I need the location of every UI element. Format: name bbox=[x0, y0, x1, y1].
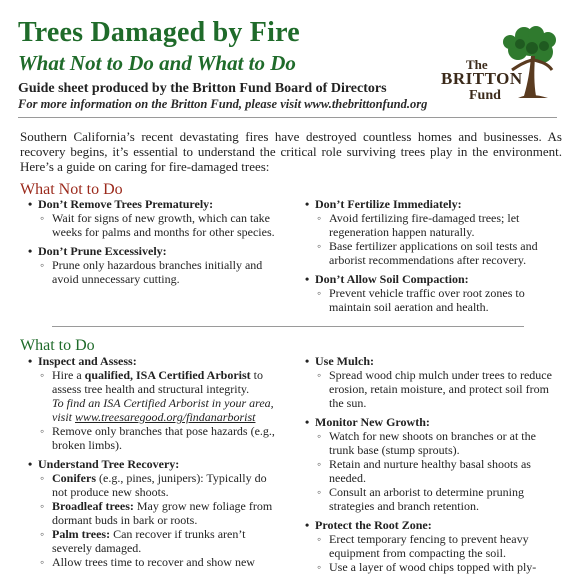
item-title: • Don’t Prune Excessively: bbox=[26, 244, 278, 258]
text-span: to assess tree health and structural integrity. bbox=[52, 368, 264, 396]
text-span: To find an ISA Certified Arborist in your area, visit bbox=[52, 396, 274, 424]
item-detail: ◦ Use a layer of wood chips topped with ply- bbox=[303, 560, 559, 574]
item-title: • Protect the Root Zone: bbox=[303, 518, 559, 532]
list-item bbox=[303, 518, 559, 574]
list-item bbox=[303, 415, 559, 513]
item-detail bbox=[26, 368, 282, 396]
item-detail: ◦ Remove only branches that pose hazards (e.g., broken limbs). bbox=[26, 424, 282, 452]
more-info-line: For more information on the Britton Fund, please visit www.thebrittonfund.org bbox=[18, 97, 428, 111]
page-title: Trees Damaged by Fire bbox=[18, 17, 300, 48]
what-not-to-do-heading: What Not to Do bbox=[20, 181, 123, 198]
list-item bbox=[303, 272, 557, 314]
list-item bbox=[26, 197, 278, 239]
item-detail: ◦ Watch for new shoots on branches or at the trunk base (stump sprouts). bbox=[303, 429, 559, 457]
item-detail: ◦ Retain and nurture healthy basal shoots as needed. bbox=[303, 457, 559, 485]
what-not-right-column bbox=[303, 197, 557, 319]
list-item bbox=[26, 457, 282, 569]
logo-text-britton: BRITTON bbox=[441, 69, 523, 88]
item-detail: ◦ Prevent vehicle traffic over root zones to maintain soil aeration and health. bbox=[303, 286, 557, 314]
text-span: (e.g., pines, junipers): Typically do not produce new shoots. bbox=[52, 471, 267, 499]
item-detail: ◦ Consult an arborist to determine pruning strategies and branch retention. bbox=[303, 485, 559, 513]
item-title: • Understand Tree Recovery: bbox=[26, 457, 282, 471]
what-to-left-column bbox=[26, 354, 282, 574]
item-detail: ◦ Erect temporary fencing to prevent heavy equipment from compacting the soil. bbox=[303, 532, 559, 560]
list-item bbox=[26, 244, 278, 286]
item-detail bbox=[26, 471, 282, 499]
item-detail: ◦ Wait for signs of new growth, which can take weeks for palms and months for other species. bbox=[26, 211, 278, 239]
arborist-note bbox=[26, 396, 282, 424]
item-title: • Monitor New Growth: bbox=[303, 415, 559, 429]
emphasis-text: Palm trees: bbox=[52, 527, 111, 541]
list-item bbox=[26, 354, 282, 452]
text-span: Can recover if trunks aren’t severely damaged. bbox=[52, 527, 246, 555]
item-detail: ◦ Spread wood chip mulch under trees to reduce erosion, retain moisture, and protect soil from the sun. bbox=[303, 368, 559, 410]
item-detail: ◦ Avoid fertilizing fire-damaged trees; let regeneration happen naturally. bbox=[303, 211, 557, 239]
emphasis-text: Conifers bbox=[52, 471, 96, 485]
intro-paragraph: Southern California’s recent devastating fires have destroyed countless homes and businesses. As recovery begins, it’s essential to understand the critical role surviving trees play in the environment. Here’s a guide on caring for fire-damaged trees: bbox=[20, 129, 562, 174]
item-detail: ◦ Prune only hazardous branches initially and avoid unnecessary cutting. bbox=[26, 258, 278, 286]
section-divider bbox=[52, 326, 524, 327]
what-to-right-column bbox=[303, 354, 559, 579]
emphasis-text: qualified, ISA Certified Arborist bbox=[84, 368, 251, 382]
list-item bbox=[303, 354, 559, 410]
item-title: • Don’t Remove Trees Prematurely: bbox=[26, 197, 278, 211]
header-divider bbox=[18, 117, 557, 118]
logo-text-the: The bbox=[466, 57, 488, 72]
page-subtitle: What Not to Do and What to Do bbox=[18, 51, 296, 75]
emphasis-text: Broadleaf trees: bbox=[52, 499, 134, 513]
list-item bbox=[303, 197, 557, 267]
item-title: • Don’t Allow Soil Compaction: bbox=[303, 272, 557, 286]
byline: Guide sheet produced by the Britton Fund Board of Directors bbox=[18, 81, 387, 96]
text-span: Hire a bbox=[52, 368, 85, 382]
item-title: • Inspect and Assess: bbox=[26, 354, 282, 368]
text-span: May grow new foliage from dormant buds in bark or roots. bbox=[52, 499, 273, 527]
arborist-link[interactable]: www.treesaregood.org/findanarborist bbox=[75, 410, 256, 424]
item-detail bbox=[26, 499, 282, 527]
item-detail bbox=[26, 527, 282, 555]
what-to-do-heading: What to Do bbox=[20, 337, 95, 354]
logo-text-fund: Fund bbox=[469, 88, 501, 103]
item-detail: ◦ Base fertilizer applications on soil tests and arborist recommendations after recovery. bbox=[303, 239, 557, 267]
what-not-left-column bbox=[26, 197, 278, 291]
item-detail: ◦ Allow trees time to recover and show new bbox=[26, 555, 282, 569]
item-title: • Use Mulch: bbox=[303, 354, 559, 368]
item-title: • Don’t Fertilize Immediately: bbox=[303, 197, 557, 211]
